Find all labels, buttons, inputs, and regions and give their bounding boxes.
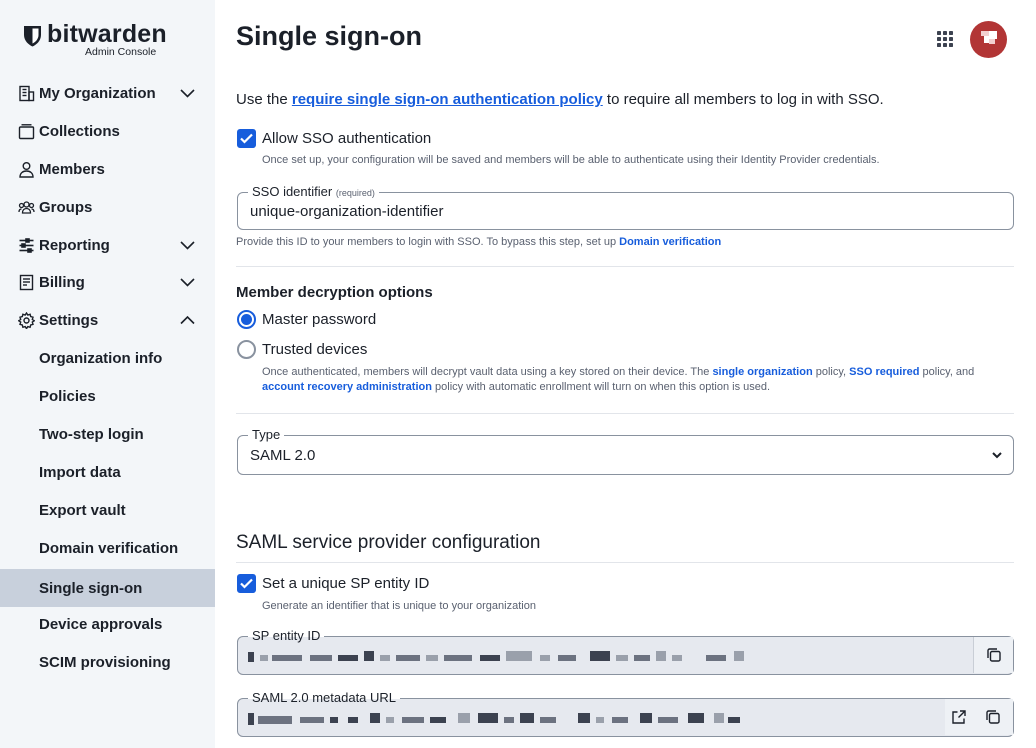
type-label: Type: [248, 427, 284, 443]
sidebar-item-single-sign-on[interactable]: [0, 569, 215, 607]
unique-sp-entity-label: Set a unique SP entity ID: [262, 575, 430, 592]
main-content: [215, 0, 1036, 748]
organization-icon: [18, 85, 35, 102]
avatar-pattern-icon: [970, 21, 1007, 58]
saml-metadata-url-label: SAML 2.0 metadata URL: [248, 690, 400, 706]
sp-entity-id-label: SP entity ID: [248, 628, 324, 644]
sp-entity-id-field: [237, 628, 1014, 675]
sidebar-item-settings[interactable]: [0, 301, 215, 339]
trusted-devices-hint: [262, 365, 1012, 395]
sidebar-item-label: Single sign-on: [39, 579, 143, 597]
sidebar-item-label: Settings: [39, 311, 99, 329]
type-select[interactable]: [237, 427, 1014, 475]
sidebar-item-label: My Organization: [39, 84, 156, 102]
sidebar-item-device-approvals[interactable]: [0, 605, 215, 643]
copy-metadata-url-button[interactable]: [973, 699, 1013, 735]
sso-identifier-label: [248, 184, 379, 201]
chevron-down-icon: [991, 450, 1003, 460]
allow-sso-label: Allow SSO authentication: [262, 130, 432, 147]
sidebar-item-label: Policies: [39, 387, 96, 405]
sidebar-item-groups[interactable]: [0, 188, 215, 226]
sidebar-item-label: Import data: [39, 463, 121, 481]
intro-text: [236, 91, 884, 108]
brand-subtitle: Admin Console: [85, 46, 157, 58]
sidebar-item-label: Domain verification: [39, 539, 179, 557]
account-recovery-link[interactable]: account recovery administration: [262, 381, 432, 393]
sso-required-link[interactable]: SSO required: [849, 366, 920, 378]
sso-identifier-value[interactable]: unique-organization-identifier: [250, 203, 444, 220]
saml-sp-heading: SAML service provider configuration: [236, 532, 541, 553]
sidebar-item-policies[interactable]: [0, 377, 215, 415]
redacted-value: [248, 710, 768, 726]
redacted-value: [248, 648, 768, 664]
allow-sso-checkbox[interactable]: [237, 129, 256, 148]
sso-identifier-label-text: SSO identifier: [252, 184, 333, 199]
master-password-label: Master password: [262, 311, 377, 328]
sso-identifier-hint-text: Provide this ID to your members to login with SSO. To bypass this step, set up: [236, 236, 620, 248]
divider: [236, 562, 1014, 563]
reporting-icon: [18, 237, 35, 254]
domain-verification-link[interactable]: Domain verification: [619, 236, 722, 248]
copy-sp-entity-id-button[interactable]: [973, 637, 1013, 673]
require-sso-policy-link[interactable]: require single sign-on authentication policy: [291, 91, 603, 108]
sso-identifier-field[interactable]: [237, 184, 1014, 230]
sidebar-item-my-organization[interactable]: [0, 74, 215, 112]
intro-prefix: Use the: [236, 91, 292, 108]
collections-icon: [18, 123, 35, 140]
members-icon: [18, 161, 35, 178]
billing-icon: [18, 274, 35, 291]
trusted-devices-radio[interactable]: [237, 340, 256, 359]
trusted-devices-label: Trusted devices: [262, 341, 368, 358]
sidebar-item-label: Groups: [39, 198, 93, 216]
unique-sp-entity-checkbox[interactable]: [237, 574, 256, 593]
intro-suffix: to require all members to log in with SSO.: [602, 91, 884, 108]
sidebar-item-label: Organization info: [39, 349, 163, 367]
divider: [236, 266, 1014, 267]
shield-icon: [23, 25, 42, 47]
avatar[interactable]: [970, 21, 1007, 58]
chevron-down-icon[interactable]: [179, 86, 196, 100]
copy-icon: [986, 647, 1002, 663]
sidebar-item-collections[interactable]: [0, 112, 215, 150]
sidebar-item-members[interactable]: [0, 150, 215, 188]
sidebar-item-scim-provisioning[interactable]: [0, 643, 215, 681]
saml-metadata-url-field: [237, 690, 1014, 737]
sidebar-item-label: Collections: [39, 122, 120, 140]
sidebar-item-label: SCIM provisioning: [39, 653, 171, 671]
chevron-down-icon[interactable]: [179, 275, 196, 289]
sidebar-item-label: Billing: [39, 273, 85, 291]
sidebar-item-export-vault[interactable]: [0, 491, 215, 529]
open-metadata-url-button[interactable]: [945, 699, 973, 735]
sidebar-item-domain-verification[interactable]: [0, 529, 215, 567]
hint-text: Once authenticated, members will decrypt vault data using a key stored on their device. The: [262, 366, 713, 378]
chevron-up-icon[interactable]: [179, 313, 196, 327]
sidebar-item-label: Export vault: [39, 501, 126, 519]
allow-sso-hint: Once set up, your configuration will be saved and members will be able to authenticate using their Identity Provider credentials.: [262, 154, 880, 166]
copy-icon: [985, 709, 1001, 725]
brand-name: bitwarden: [47, 20, 167, 48]
sidebar-item-import-data[interactable]: [0, 453, 215, 491]
sidebar-item-organization-info[interactable]: [0, 339, 215, 377]
bitwarden-logo[interactable]: [23, 22, 173, 62]
chevron-down-icon[interactable]: [179, 238, 196, 252]
checkmark-icon: [239, 577, 254, 590]
type-value: SAML 2.0: [250, 447, 316, 464]
sidebar: [0, 0, 215, 748]
groups-icon: [18, 199, 35, 216]
required-marker: (required): [335, 188, 375, 198]
hint-text: policy, and: [919, 366, 975, 378]
sidebar-item-label: Reporting: [39, 236, 110, 254]
sidebar-item-two-step-login[interactable]: [0, 415, 215, 453]
hint-text: policy with automatic enrollment will turn on when this option is used.: [431, 381, 771, 393]
master-password-radio[interactable]: [237, 310, 256, 329]
single-organization-link[interactable]: single organization: [712, 366, 813, 378]
sidebar-item-label: Device approvals: [39, 615, 163, 633]
external-link-icon: [951, 709, 967, 725]
sidebar-item-reporting[interactable]: [0, 226, 215, 264]
page-title: Single sign-on: [236, 21, 422, 51]
sidebar-item-label: Members: [39, 160, 105, 178]
gear-icon: [18, 312, 35, 329]
hint-text: policy,: [812, 366, 850, 378]
checkmark-icon: [239, 132, 254, 145]
divider: [236, 413, 1014, 414]
unique-sp-entity-hint: Generate an identifier that is unique to your organization: [262, 600, 536, 612]
sso-identifier-hint: [236, 236, 721, 248]
product-switcher-icon[interactable]: [935, 29, 955, 49]
sidebar-item-label: Two-step login: [39, 425, 144, 443]
decryption-heading: Member decryption options: [236, 284, 433, 301]
sidebar-item-billing[interactable]: [0, 263, 215, 301]
